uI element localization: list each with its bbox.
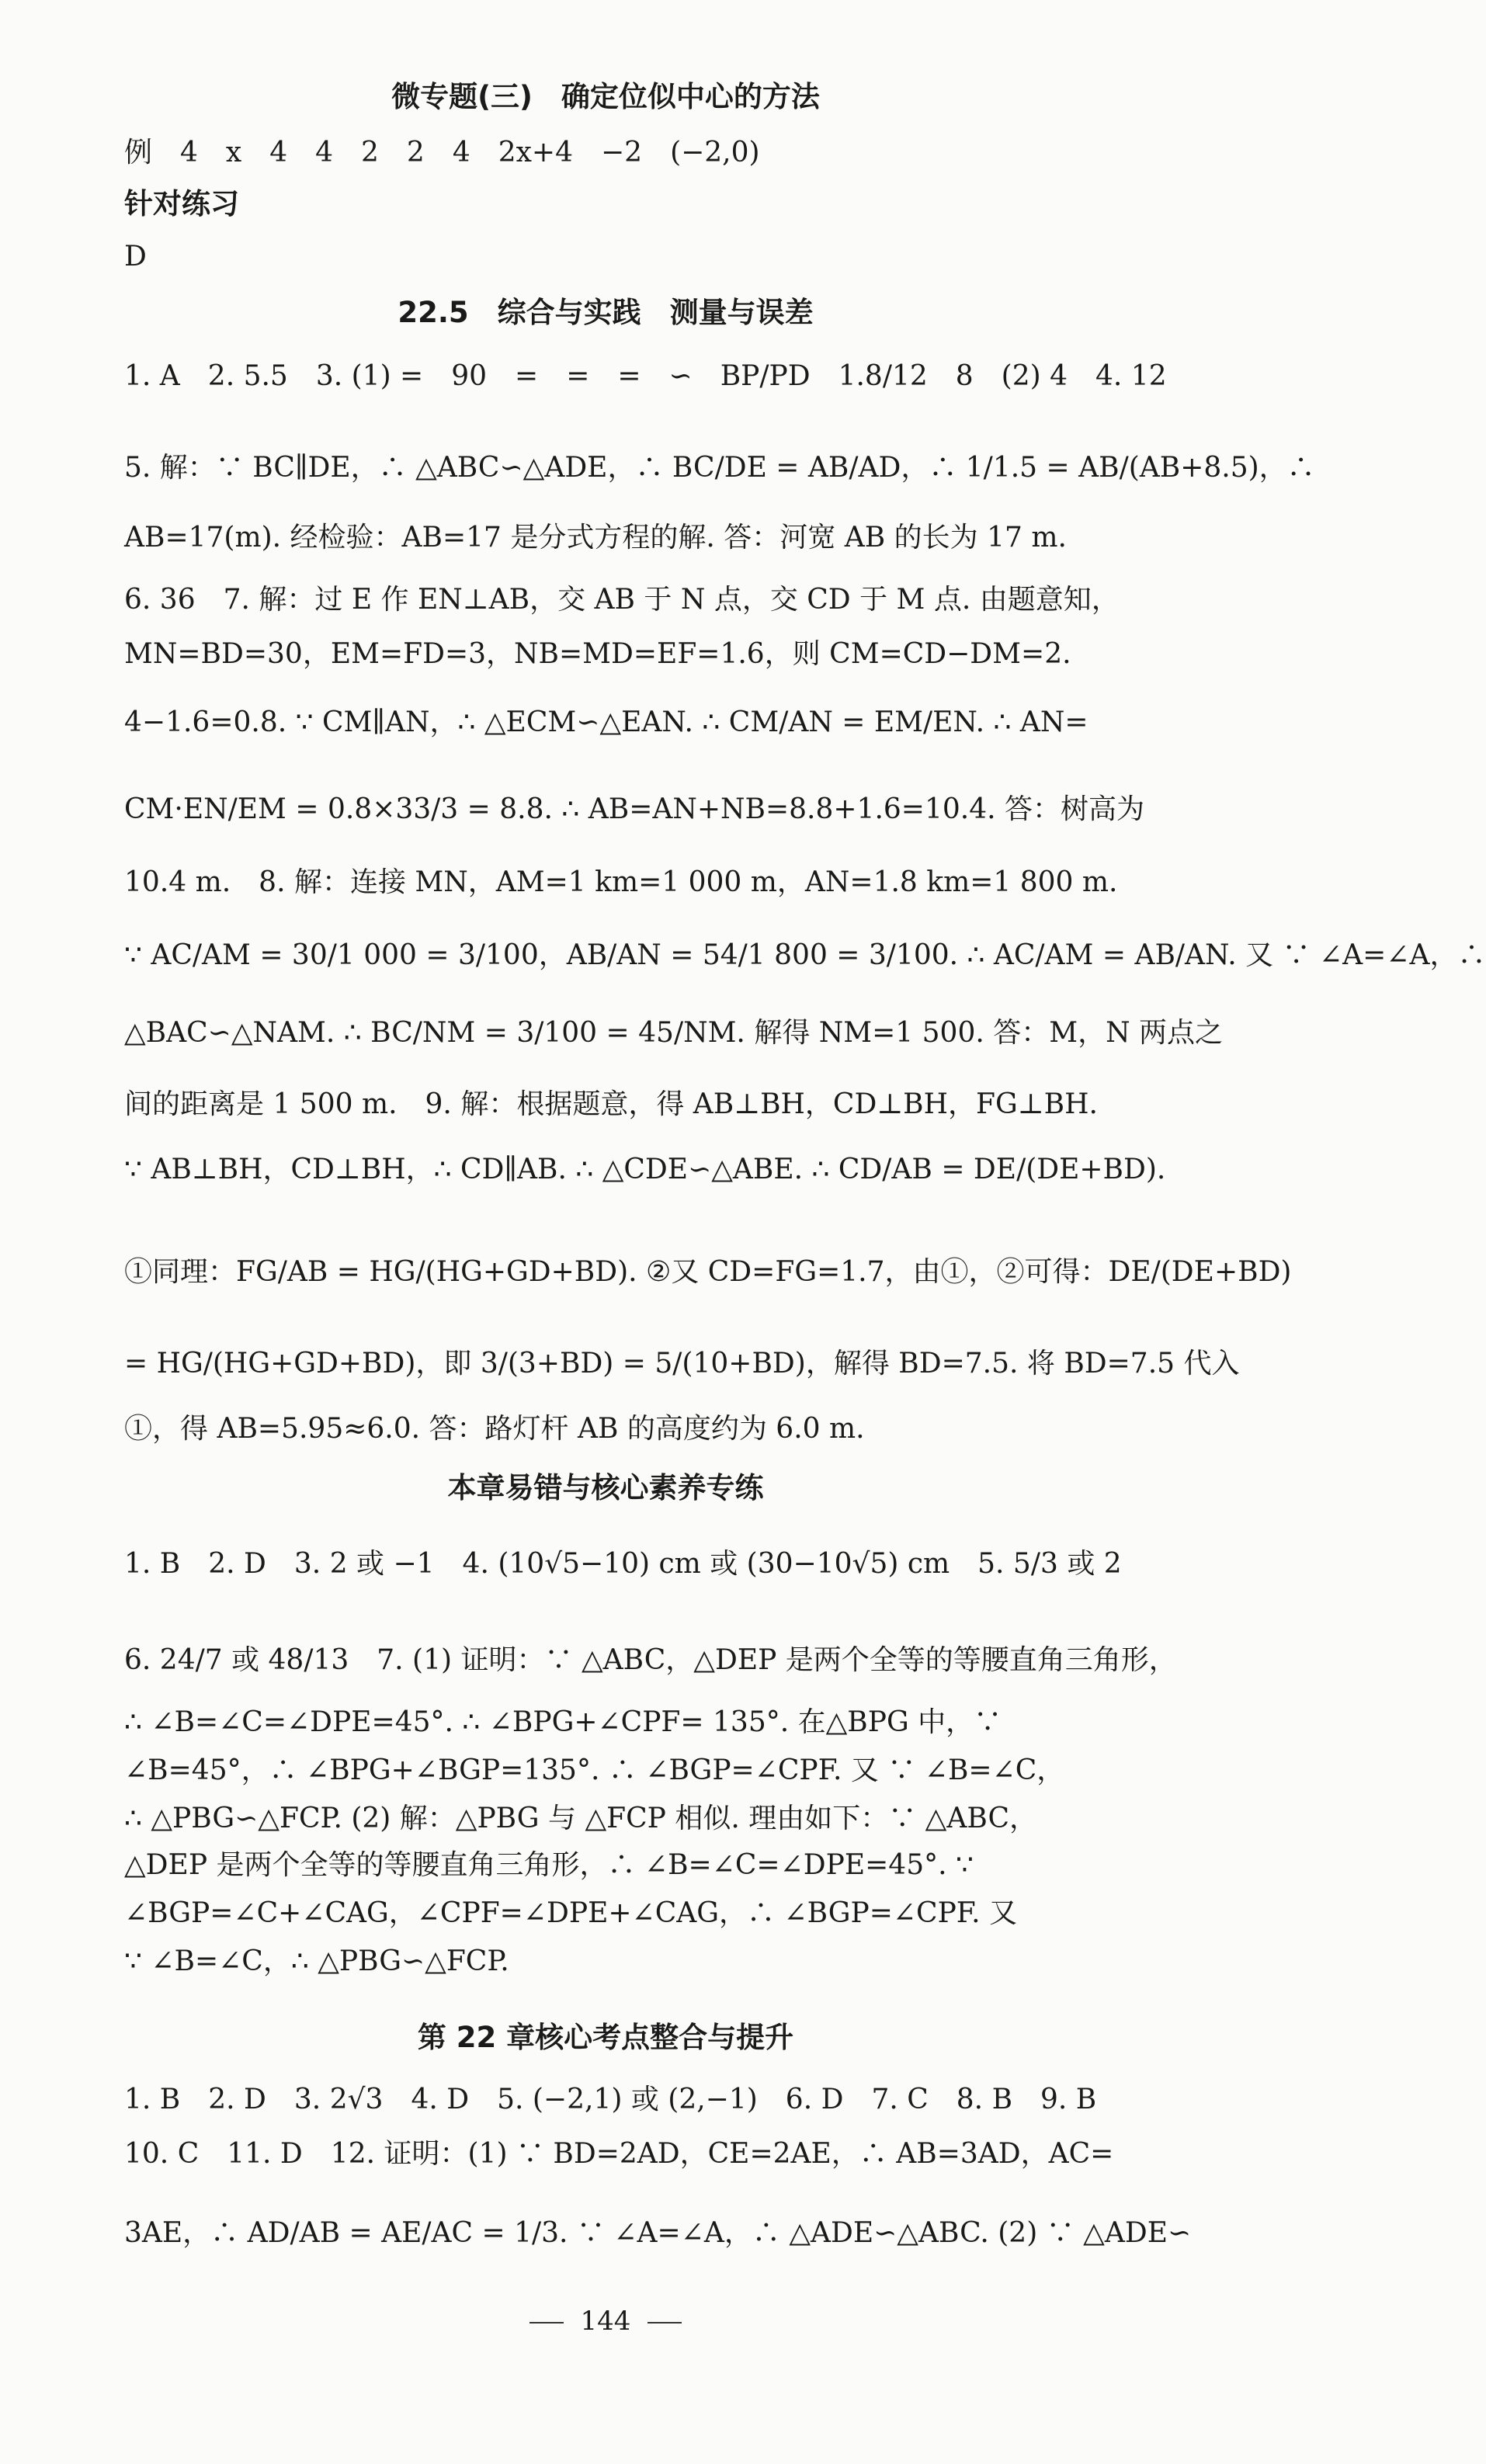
- answer-line: ①，得 AB=5.95≈6.0. 答：路灯杆 AB 的高度约为 6.0 m.: [124, 1413, 865, 1445]
- answer-line: ①同理：FG/AB = HG/(HG+GD+BD). ②又 CD=FG=1.7，由①，②可得：DE/(DE+BD): [124, 1256, 1292, 1288]
- answer-line: 3AE，∴ AD/AB = AE/AC = 1/3. ∵ ∠A=∠A，∴ △ADE∽△ABC. (2) ∵ △ADE∽: [124, 2217, 1192, 2249]
- answer-line: = HG/(HG+GD+BD)，即 3/(3+BD) = 5/(10+BD)，解得 BD=7.5. 将 BD=7.5 代入: [124, 1348, 1240, 1379]
- page-number-dash-left: [529, 2322, 564, 2323]
- section-title-mistakes: 本章易错与核心素养专练: [447, 1471, 764, 1504]
- answer-line: CM·EN/EM = 0.8×33/3 = 8.8. ∴ AB=AN+NB=8.8+1.6=10.4. 答：树高为: [124, 793, 1145, 825]
- answer-line: ∠B=45°，∴ ∠BPG+∠BGP=135°. ∴ ∠BGP=∠CPF. 又 ∵ ∠B=∠C，: [124, 1754, 1065, 1786]
- answer-line: 10. C 11. D 12. 证明：(1) ∵ BD=2AD，CE=2AE，∴ AB=3AD，AC=: [124, 2138, 1114, 2170]
- answer-line: 间的距离是 1 500 m. 9. 解：根据题意，得 AB⊥BH，CD⊥BH，FG⊥BH.: [124, 1088, 1098, 1120]
- page-number: [0, 2306, 1211, 2337]
- answer-line: ∴ ∠B=∠C=∠DPE=45°. ∴ ∠BPG+∠CPF= 135°. 在△BPG 中，∵: [124, 1706, 1002, 1738]
- section-title-micro: 微专题(三) 确定位似中心的方法: [391, 80, 820, 113]
- answer-line: 5. 解：∵ BC∥DE，∴ △ABC∽△ADE，∴ BC/DE = AB/AD，∴ 1/1.5 = AB/(AB+8.5)，∴: [124, 452, 1315, 484]
- answer-line: 1. A 2. 5.5 3. (1) = 90 = = = ∽ BP/PD 1.8/12 8 (2) 4 4. 12: [124, 360, 1167, 392]
- practice-answer: D: [124, 241, 147, 272]
- answer-line: 10.4 m. 8. 解：连接 MN，AM=1 km=1 000 m，AN=1.8 km=1 800 m.: [124, 866, 1118, 898]
- answer-line: AB=17(m). 经检验：AB=17 是分式方程的解. 答：河宽 AB 的长为 17 m.: [124, 522, 1067, 554]
- section-title-22-5: 22.5 综合与实践 测量与误差: [398, 296, 814, 329]
- answer-line: △DEP 是两个全等的等腰直角三角形，∴ ∠B=∠C=∠DPE=45°. ∵: [124, 1849, 974, 1881]
- answer-line: ∵ AC/AM = 30/1 000 = 3/100，AB/AN = 54/1 800 = 3/100. ∴ AC/AM = AB/AN. 又 ∵ ∠A=∠A，∴: [124, 939, 1486, 971]
- page-number-text: 144: [580, 2306, 631, 2337]
- answer-line: △BAC∽△NAM. ∴ BC/NM = 3/100 = 45/NM. 解得 NM=1 500. 答：M，N 两点之: [124, 1017, 1224, 1049]
- example-line: 例 4 x 4 4 2 2 4 2x+4 −2 (−2,0): [124, 137, 760, 168]
- answer-line: ∠BGP=∠C+∠CAG，∠CPF=∠DPE+∠CAG，∴ ∠BGP=∠CPF. 又: [124, 1897, 1018, 1929]
- section-title-ch22: 第 22 章核心考点整合与提升: [417, 2021, 794, 2054]
- answer-line: 4−1.6=0.8. ∵ CM∥AN，∴ △ECM∽△EAN. ∴ CM/AN = EM/EN. ∴ AN=: [124, 706, 1088, 738]
- answer-line: 6. 24/7 或 48/13 7. (1) 证明：∵ △ABC，△DEP 是两个全等的等腰直角三角形，: [124, 1644, 1177, 1676]
- answer-line: 1. B 2. D 3. 2 或 −1 4. (10√5−10) cm 或 (30−10√5) cm 5. 5/3 或 2: [124, 1548, 1122, 1580]
- answer-line: MN=BD=30，EM=FD=3，NB=MD=EF=1.6，则 CM=CD−DM=2.: [124, 638, 1071, 670]
- answer-line: 1. B 2. D 3. 2√3 4. D 5. (−2,1) 或 (2,−1) 6. D 7. C 8. B 9. B: [124, 2084, 1097, 2115]
- page-number-dash-right: [648, 2322, 682, 2323]
- answer-line: ∵ AB⊥BH，CD⊥BH，∴ CD∥AB. ∴ △CDE∽△ABE. ∴ CD/AB = DE/(DE+BD).: [124, 1154, 1166, 1185]
- answer-line: ∵ ∠B=∠C，∴ △PBG∽△FCP.: [124, 1945, 509, 1977]
- answer-line: 6. 36 7. 解：过 E 作 EN⊥AB，交 AB 于 N 点，交 CD 于 M 点. 由题意知，: [124, 584, 1120, 616]
- answer-line: ∴ △PBG∽△FCP. (2) 解：△PBG 与 △FCP 相似. 理由如下：∵ △ABC，: [124, 1803, 1037, 1834]
- practice-heading: 针对练习: [124, 187, 239, 220]
